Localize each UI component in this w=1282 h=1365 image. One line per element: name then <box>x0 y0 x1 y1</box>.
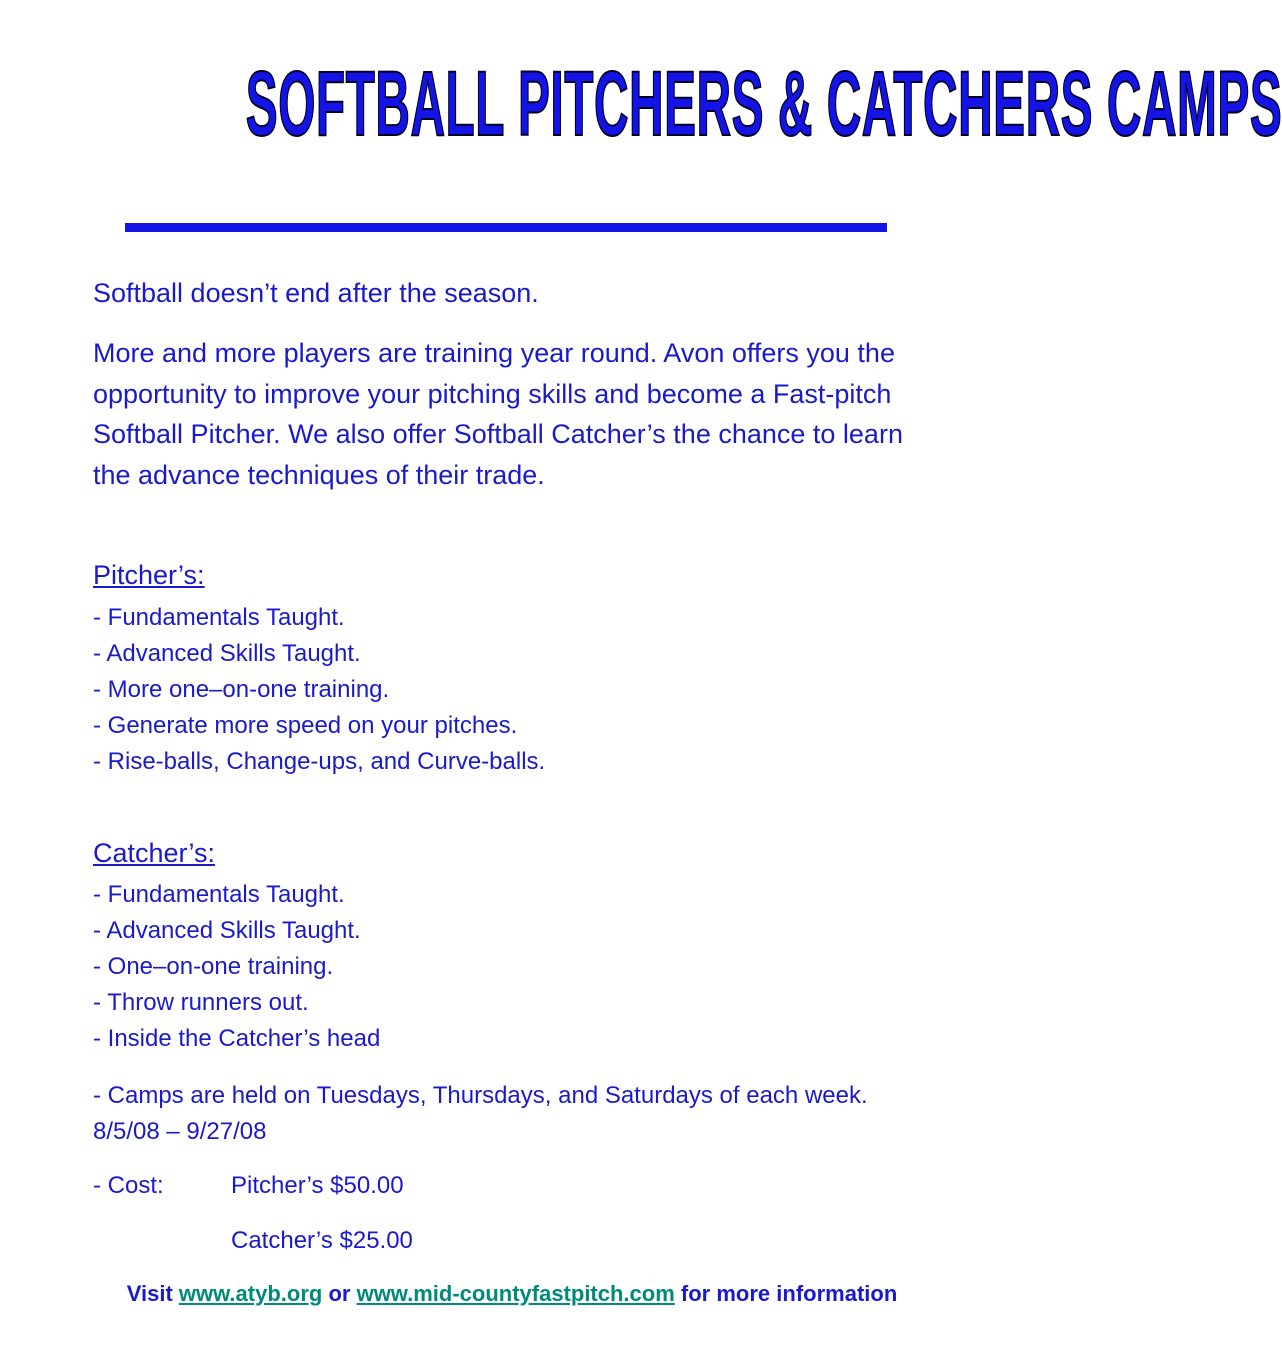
title-divider <box>125 223 887 232</box>
pitchers-heading: Pitcher’s: <box>93 560 205 590</box>
cost-pitcher: Pitcher’s $50.00 <box>231 1172 404 1199</box>
list-item: - Rise-balls, Change-ups, and Curve-balls. <box>93 748 546 775</box>
footer-middle: or <box>328 1281 351 1306</box>
list-item: - Fundamentals Taught. <box>93 881 345 908</box>
list-item: - Generate more speed on your pitches. <box>93 712 518 739</box>
mid-county-link[interactable]: www.mid-countyfastpitch.com <box>356 1281 675 1306</box>
footer-suffix: for more information <box>680 1281 898 1306</box>
list-item: - Advanced Skills Taught. <box>93 640 361 667</box>
catchers-list <box>93 877 380 1057</box>
page-title: SOFTBALL PITCHERS & CATCHERS CAMPS <box>245 53 1282 155</box>
pitchers-list <box>93 600 545 780</box>
intro-paragraph: More and more players are training year round. Avon offers you the opportunity to improve your pitching skills and become a Fast-pitch Softball Pitcher. We also offer Softball Catcher’s the chance to learn the advance techniques of their trade. <box>93 338 903 490</box>
cost-label: - Cost: <box>93 1172 164 1199</box>
list-item: - Fundamentals Taught. <box>93 604 345 631</box>
cost-row <box>93 1168 404 1204</box>
list-item: - Advanced Skills Taught. <box>93 917 361 944</box>
footer-prefix: Visit <box>126 1281 173 1306</box>
footer-info <box>0 1281 1024 1307</box>
catchers-heading: Catcher’s: <box>93 838 216 868</box>
schedule-text: - Camps are held on Tuesdays, Thursdays, and Saturdays of each week. 8/5/08 – 9/27/08 <box>93 1082 868 1145</box>
list-item: - Throw runners out. <box>93 989 309 1016</box>
atyb-link[interactable]: www.atyb.org <box>178 1281 323 1306</box>
list-item: - More one–on-one training. <box>93 676 390 703</box>
list-item: - One–on-one training. <box>93 953 334 980</box>
cost-catcher: Catcher’s $25.00 <box>231 1227 413 1254</box>
list-item: - Inside the Catcher’s head <box>93 1025 381 1052</box>
intro-lead: Softball doesn’t end after the season. <box>93 278 539 308</box>
